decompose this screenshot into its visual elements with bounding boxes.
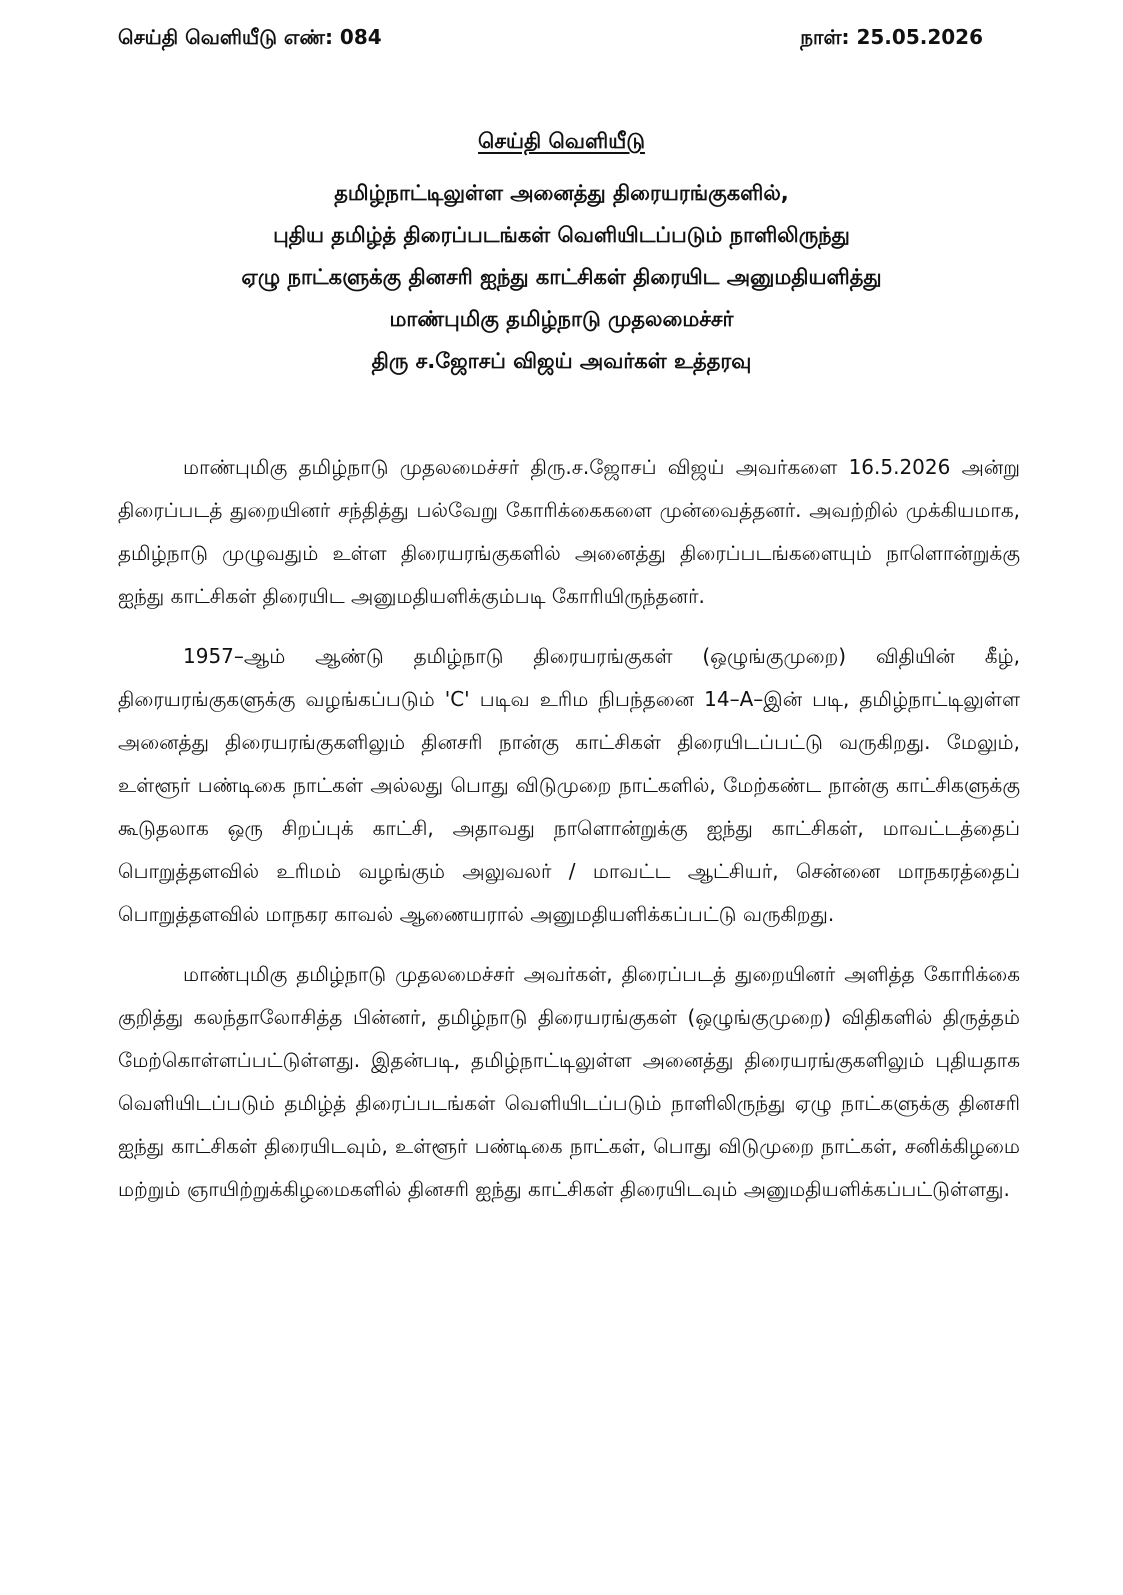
release-number: செய்தி வெளியீடு எண்: 084 — [118, 25, 382, 49]
paragraph-2: 1957–ஆம் ஆண்டு தமிழ்நாடு திரையரங்குகள் (ஒழுங்குமுறை) விதியின் கீழ், திரையரங்குகளுக்கு வழங்கப்படும் 'C' படிவ உரிம நிபந்தனை 14–A–இன் படி, தமிழ்நாட்டிலுள்ள அனைத்து திரையரங்குகளிலும் தினசரி நான்கு காட்சிகள் திரையிடப்பட்டு வருகிறது. மேலும், உள்ளூர் பண்டிகை நாட்கள் அல்லது பொது விடுமுறை நாட்களில், மேற்கண்ட நான்கு காட்சிகளுக்கு கூடுதலாக ஒரு சிறப்புக் காட்சி, அதாவது நாளொன்றுக்கு ஐந்து காட்சிகள், மாவட்டத்தைப் பொறுத்தளவில் உரிமம் வழங்கும் அலுவலர் / மாவட்ட ஆட்சியர், சென்னை மாநகரத்தைப் பொறுத்தளவில் மாநகர காவல் ஆணையரால் அனுமதியளிக்கப்பட்டு வருகிறது. — [118, 644, 1020, 926]
release-date: நாள்: 25.05.2026 — [800, 25, 983, 49]
heading-block — [100, 126, 1023, 382]
paragraph-1: மாண்புமிகு தமிழ்நாடு முதலமைச்சர் திரு.ச.ஜோசப் விஜய் அவர்களை 16.5.2026 அன்று திரைப்படத் துறையினர் சந்தித்து பல்வேறு கோரிக்கைகளை முன்வைத்தனர். அவற்றில் முக்கியமாக, தமிழ்நாடு முழுவதும் உள்ள திரையரங்குகளில் அனைத்து திரைப்படங்களையும் நாளொன்றுக்கு ஐந்து காட்சிகள் திரையிட அனுமதியளிக்கும்படி கோரியிருந்தனர். — [118, 455, 1020, 608]
headline-line-2: புதிய தமிழ்த் திரைப்படங்கள் வெளியிடப்படும் நாளிலிருந்து — [273, 223, 850, 247]
headline-line-3: ஏழு நாட்களுக்கு தினசரி ஐந்து காட்சிகள் திரையிட அனுமதியளித்து — [241, 265, 882, 289]
headline-line-1: தமிழ்நாட்டிலுள்ள அனைத்து திரையரங்குகளில், — [334, 181, 789, 205]
paragraph-3: மாண்புமிகு தமிழ்நாடு முதலமைச்சர் அவர்கள், திரைப்படத் துறையினர் அளித்த கோரிக்கை குறித்து கலந்தாலோசித்த பின்னர், தமிழ்நாடு திரையரங்குகள் (ஒழுங்குமுறை) விதிகளில் திருத்தம் மேற்கொள்ளப்பட்டுள்ளது. இதன்படி, தமிழ்நாட்டிலுள்ள அனைத்து திரையரங்குகளிலும் புதியதாக வெளியிடப்படும் தமிழ்த் திரைப்படங்கள் வெளியிடப்படும் நாளிலிருந்து ஏழு நாட்களுக்கு தினசரி ஐந்து காட்சிகள் திரையிடவும், உள்ளூர் பண்டிகை நாட்கள், பொது விடுமுறை நாட்கள், சனிக்கிழமை மற்றும் ஞாயிற்றுக்கிழமைகளில் தினசரி ஐந்து காட்சிகள் திரையிடவும் அனுமதியளிக்கப்பட்டுள்ளது. — [118, 962, 1020, 1201]
document-header — [118, 22, 983, 52]
headline-line-4: மாண்புமிகு தமிழ்நாடு முதலமைச்சர் — [389, 307, 734, 331]
body-text — [118, 446, 1020, 1228]
page-title: செய்தி வெளியீடு — [478, 129, 645, 153]
headline-line-5: திரு ச.ஜோசப் விஜய் அவர்கள் உத்தரவு — [371, 349, 752, 373]
